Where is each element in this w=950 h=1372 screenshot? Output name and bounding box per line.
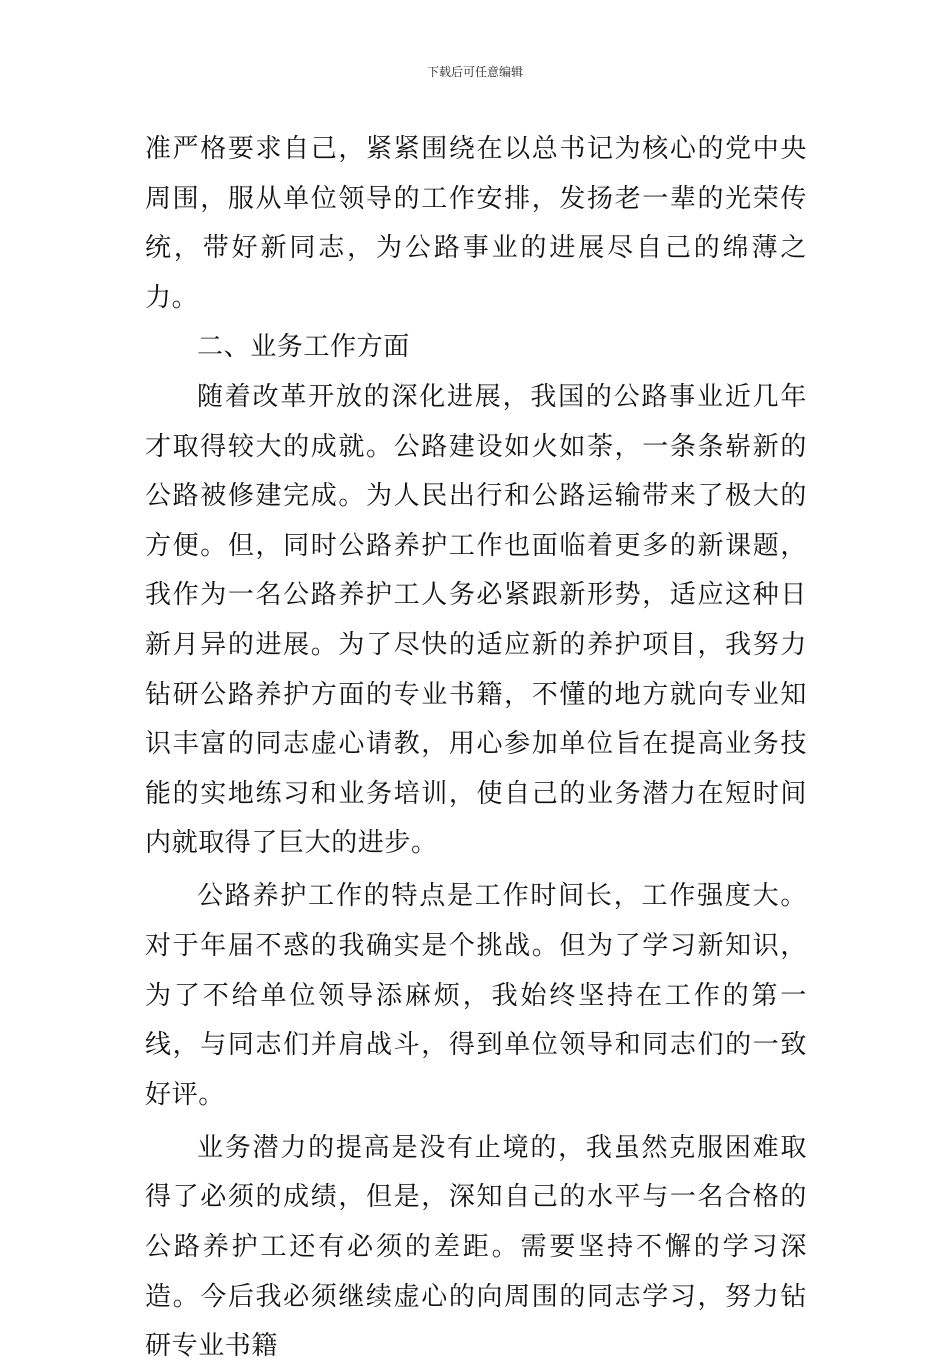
section-heading: 二、业务工作方面: [197, 332, 410, 363]
page-header: 下载后可任意编辑: [426, 65, 523, 79]
paragraph-continuation: 准严格要求自己，紧紧围绕在以总书记为核心的党中央周围，服从单位领导的工作安排，发扬老一辈的光荣传统，带好新同志，为公路事业的进展尽自己的绵薄之力。: [145, 134, 807, 313]
paragraph-improvement: 业务潜力的提高是没有止境的，我虽然克服困难取得了必须的成绩，但是，深知自己的水平与一名合格的公路养护工还有必须的差距。需要坚持不懈的学习深造。今后我必须继续虚心的向周围的同志学习，努力钻研专业书籍: [145, 1132, 807, 1362]
paragraph-work-features: 公路养护工作的特点是工作时间长，工作强度大。对于年届不惑的我确实是个挑战。但为了学习新知识，为了不给单位领导添麻烦，我始终坚持在工作的第一线，与同志们并肩战斗，得到单位领导和同志们的一致好评。: [145, 881, 807, 1110]
paragraph-reform: 随着改革开放的深化进展，我国的公路事业近几年才取得较大的成就。公路建设如火如荼，一条条崭新的公路被修建完成。为人民出行和公路运输带来了极大的方便。但，同时公路养护工作也面临着更多的新课题，我作为一名公路养护工人务必紧跟新形势，适应这种日新月异的进展。为了尽快的适应新的养护项目，我努力钻研公路养护方面的专业书籍，不懂的地方就向专业知识丰富的同志虚心请教，用心参加单位旨在提高业务技能的实地练习和业务培训，使自己的业务潜力在短时间内就取得了巨大的进步。: [145, 381, 807, 859]
document-body: [145, 125, 807, 1372]
